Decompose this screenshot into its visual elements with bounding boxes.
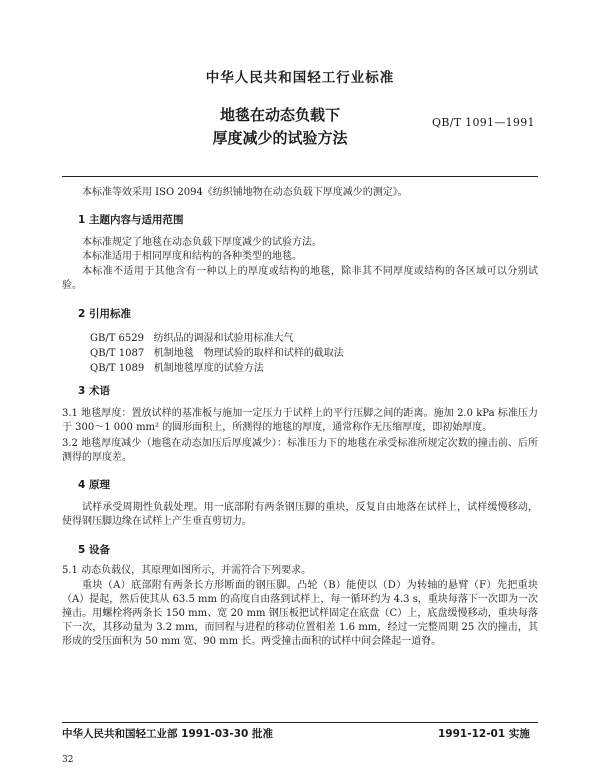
section-1-heading: 1 主题内容与适用范围	[78, 214, 184, 226]
section-4-heading: 4 原理	[78, 479, 110, 491]
ref-2	[90, 344, 344, 359]
ref-code: GB/T 6529	[90, 333, 145, 344]
definition-3-1: 3.1 地毯厚度：置放试样的基准板与施加一定压力于试样上的平行压脚之间的距离。施加 2.0 kPa 标准压力于 300～1 000 mm² 的圆形面积上，所测得的地毯的厚度，通常称作无压缩厚度，即初始厚度。	[62, 408, 538, 433]
page-number: 32	[62, 755, 74, 765]
ref-1	[90, 329, 294, 344]
top-rule	[62, 176, 538, 177]
section-4-p1: 试样承受周期性负载处理。用一底部附有两条钢压脚的重块，反复自由地落在试样上，试样缓慢移动，使得钢压脚边缘在试样上产生垂直剪切力。	[62, 502, 538, 527]
title-line-1: 地毯在动态负载下	[219, 106, 340, 124]
title-line-2: 厚度减少的试验方法	[212, 129, 348, 147]
ref-title: 机制地毯 物理试验的取样和试样的截取法	[153, 348, 344, 359]
section-1-p2: 本标准适用于相同厚度和结构的各种类型的地毯。	[82, 251, 302, 262]
ref-code: QB/T 1089	[90, 363, 145, 374]
section-1-p1: 本标准规定了地毯在动态负载下厚度减少的试验方法。	[82, 237, 322, 248]
approval-note: 中华人民共和国轻工业部 1991-03-30 批准	[62, 728, 273, 740]
clause-5-1: 5.1 动态负载仪，其原理如图所示，并需符合下列要求。	[62, 565, 312, 576]
definition-3-2: 3.2 地毯厚度减少（地毯在动态加压后厚度减少）：标准压力下的地毯在承受标准所规定次数的撞击前、后所测得的厚度差。	[62, 438, 538, 463]
ref-title: 纺织品的调湿和试验用标准大气	[153, 333, 294, 344]
standard-category: 中华人民共和国轻工行业标准	[205, 70, 395, 86]
section-2-heading: 2 引用标准	[78, 308, 131, 320]
ref-title: 机制地毯厚度的试验方法	[153, 363, 264, 374]
effective-date: 1991-12-01 实施	[438, 728, 530, 740]
intro-paragraph: 本标准等效采用 ISO 2094《纺织铺地物在动态负载下厚度减少的测定》。	[82, 187, 408, 198]
standard-code: QB/T 1091—1991	[432, 116, 535, 129]
bottom-rule	[62, 722, 538, 723]
section-5-heading: 5 设备	[78, 544, 110, 556]
ref-code: QB/T 1087	[90, 348, 145, 359]
section-5-p2: 重块（A）底部附有两条长方形断面的钢压脚。凸轮（B）能使以（D）为转轴的悬臂（F）先把重块（A）提起，然后使其从 63.5 mm 的高度自由落到试样上，每一循环约为 4.3 s，重块每落下一次即为一次撞击。用螺栓将两条长 150 mm、宽 20 mm 钢压板把试样固定在底盘（C）上，底盘缓慢移动，重块每落下一次，其移动量为 3.2 mm，而回程与进程的移动位置相差 1.6 mm，经过一完整周期 25 次的撞击，其形成的受压面积为 50 mm 宽、90 mm 长。两受撞击面积的试样中间会隆起一道脊。	[62, 580, 538, 647]
section-1-p3: 本标准不适用于其他含有一种以上的厚度或结构的地毯，除非其不同厚度或结构的各区域可以分别试验。	[62, 266, 538, 291]
section-3-heading: 3 术语	[78, 385, 110, 397]
ref-3	[90, 359, 264, 374]
